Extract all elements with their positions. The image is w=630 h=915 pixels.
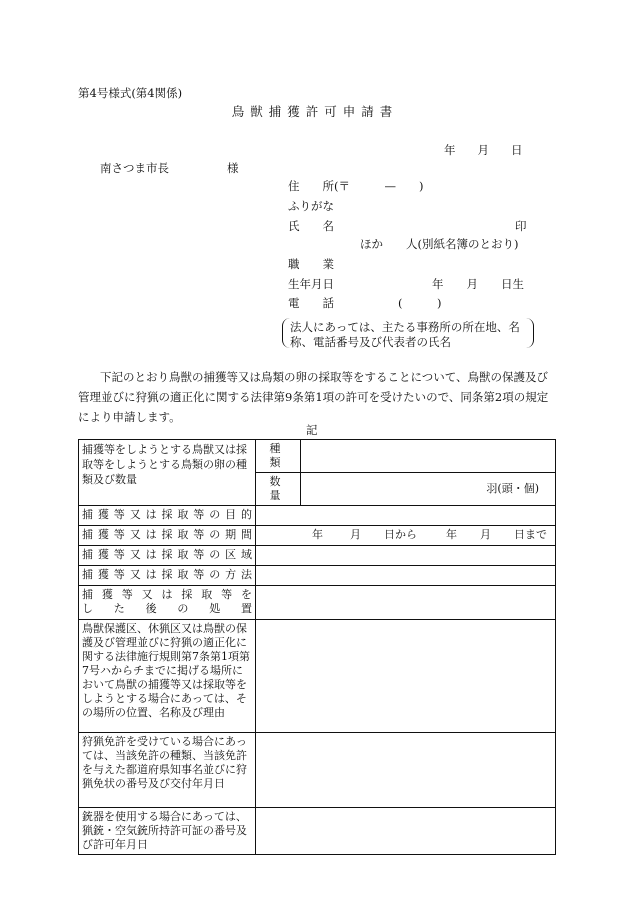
period-label: 捕獲等又は採取等の期間 xyxy=(79,526,256,546)
applicant-furigana[interactable]: ふりがな xyxy=(288,199,334,213)
applicant-name-label[interactable]: 氏 名 xyxy=(288,219,334,233)
firearm-field[interactable] xyxy=(256,808,556,855)
applicant-address[interactable]: 住 所(〒 — ) xyxy=(288,179,424,193)
method-field[interactable] xyxy=(256,566,556,586)
page-title: 鳥獣捕獲許可申請書 xyxy=(231,104,399,119)
area-field[interactable] xyxy=(256,546,556,566)
license-label: 狩猟免許を受けている場合にあっては、当該免許の種類、当該免許を与えた都道府県知事名並びに狩猟免状の番号及び交付年月日 xyxy=(79,733,256,808)
ki-heading: 記 xyxy=(306,423,318,437)
date-day: 日 xyxy=(511,143,523,157)
period-start-day: 日から xyxy=(384,528,417,541)
species-label: 捕獲等をしようとする鳥獣又は採取等をしようとする鳥類の卵の種類及び数量 xyxy=(79,440,256,506)
date-line[interactable] xyxy=(444,145,545,157)
period-start-year: 年 xyxy=(312,528,323,541)
applicant-others[interactable]: ほか 人(別紙名簿のとおり) xyxy=(360,237,519,251)
applicant-birth-date[interactable]: 年 月 日生 xyxy=(432,277,524,291)
period-end-day: 日まで xyxy=(514,528,547,541)
addressee xyxy=(100,163,239,175)
corporate-note xyxy=(290,320,520,350)
addressee-name: 南さつま市長 xyxy=(100,161,169,175)
quantity-label: 数 量 xyxy=(256,473,301,506)
application-statement: 下記のとおり鳥獣の捕獲等又は鳥類の卵の採取等をすることについて、鳥獣の保護及び管理並びに狩猟の適正化に関する法律第9条第1項の許可を受けたいので、同条第2項の規定により申請します。 xyxy=(78,370,549,424)
corporate-note-line1: 法人にあっては、主たる事務所の所在地、名 xyxy=(290,320,520,334)
application-table xyxy=(78,439,556,855)
method-label: 捕獲等又は採取等の方法 xyxy=(79,566,256,586)
quantity-field[interactable] xyxy=(301,473,556,506)
protected-area-label: 鳥獣保護区、休猟区又は鳥獣の保護及び管理並びに狩猟の適正化に関する法律施行規則第7条第1項第7号ハからチまでに掲げる場所において鳥獣の捕獲等又は採取等をしようとする場合にあっては、その場所の位置、名称及び理由 xyxy=(79,620,256,733)
applicant-birth-label: 生年月日 xyxy=(288,277,334,291)
applicant-occupation[interactable]: 職 業 xyxy=(288,257,334,271)
applicant-phone-label: 電 話 xyxy=(288,296,334,310)
license-field[interactable] xyxy=(256,733,556,808)
disposal-line2: した後の処置 xyxy=(82,602,252,615)
corporate-note-line2: 称、電話番号及び代表者の氏名 xyxy=(290,335,451,349)
date-month: 月 xyxy=(477,143,489,157)
kind-field[interactable] xyxy=(301,440,556,473)
protected-area-field[interactable] xyxy=(256,620,556,733)
date-year: 年 xyxy=(444,143,456,157)
seal-mark: 印 xyxy=(515,219,527,233)
period-start-month: 月 xyxy=(350,528,361,541)
form-number: 第4号様式(第4関係) xyxy=(78,86,183,100)
period-end-year: 年 xyxy=(446,528,457,541)
addressee-suffix: 様 xyxy=(227,161,239,175)
period-end-month: 月 xyxy=(480,528,491,541)
period-field[interactable] xyxy=(256,526,556,546)
disposal-line1: 捕獲等又は採取等を xyxy=(82,588,252,601)
applicant-phone[interactable]: ( ) xyxy=(398,296,442,310)
firearm-label: 銃器を使用する場合にあっては、猟銃・空気銃所持許可証の番号及び許可年月日 xyxy=(79,808,256,855)
disposal-field[interactable] xyxy=(256,586,556,620)
purpose-label: 捕獲等又は採取等の目的 xyxy=(79,506,256,526)
disposal-label xyxy=(79,586,256,620)
purpose-field[interactable] xyxy=(256,506,556,526)
quantity-unit: 羽(頭・個) xyxy=(486,482,539,495)
area-label: 捕獲等又は採取等の区域 xyxy=(79,546,256,566)
kind-label: 種 類 xyxy=(256,440,301,473)
